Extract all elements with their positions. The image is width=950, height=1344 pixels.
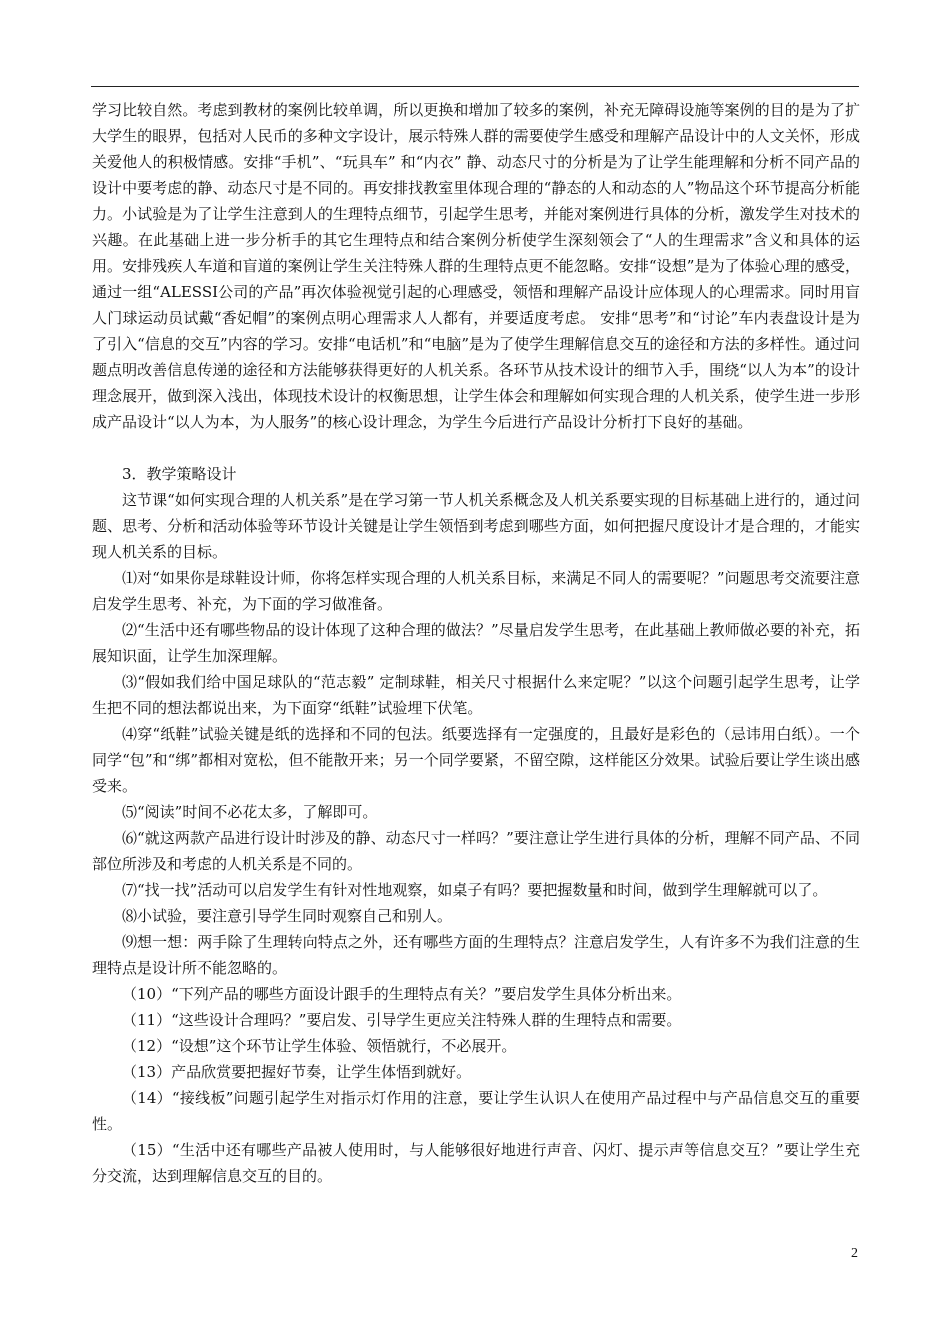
list-item: ⑴对“如果你是球鞋设计师，你将怎样实现合理的人机关系目标，来满足不同人的需要呢？”问题思考交流要注意启发学生思考、补充，为下面的学习做准备。 <box>92 569 860 613</box>
list-item: （10）“下列产品的哪些方面设计跟手的生理特点有关？”要启发学生具体分析出来。 <box>122 985 682 1003</box>
list-item: ⑵“生活中还有哪些物品的设计体现了这种合理的做法？”尽量启发学生思考，在此基础上教师做必要的补充，拓展知识面，让学生加深理解。 <box>92 621 860 665</box>
list-item: ⑹“就这两款产品进行设计时涉及的静、动态尺寸一样吗？”要注意让学生进行具体的分析，理解不同产品、不同部位所涉及和考虑的人机关系是不同的。 <box>92 829 860 873</box>
header-rule <box>91 86 859 87</box>
list-item: （14）“接线板”问题引起学生对指示灯作用的注意，要让学生认识人在使用产品过程中与产品信息交互的重要性。 <box>92 1089 860 1133</box>
page-number: 2 <box>851 1246 858 1261</box>
list-item: ⑶“假如我们给中国足球队的“范志毅” 定制球鞋，相关尺寸根据什么来定呢？”以这个问题引起学生思考，让学生把不同的想法都说出来，为下面穿“纸鞋”试验埋下伏笔。 <box>92 673 860 717</box>
page-body <box>92 97 860 1189</box>
section-heading: 3．教学策略设计 <box>122 465 237 483</box>
list-item: （11）“这些设计合理吗？”要启发、引导学生更应关注特殊人群的生理特点和需要。 <box>122 1011 682 1029</box>
list-item: ⑸“阅读”时间不必花太多，了解即可。 <box>122 803 378 821</box>
intro-paragraph: 学习比较自然。考虑到教材的案例比较单调，所以更换和增加了较多的案例，补充无障碍设施等案例的目的是为了扩大学生的眼界，包括对人民币的多种文字设计，展示特殊人群的需要使学生感受和理解产品设计中的人文关怀，形成关爱他人的积极情感。安排“手机”、“玩具车” 和“内衣” 静、动态尺寸的分析是为了让学生能理解和分析不同产品的设计中要考虑的静、动态尺寸是不同的。再安排找教室里体现合理的“静态的人和动态的人”物品这个环节提高分析能力。小试验是为了让学生注意到人的生理特点细节，引起学生思考，并能对案例进行具体的分析，激发学生对技术的兴趣。在此基础上进一步分析手的其它生理特点和结合案例分析使学生深刻领会了“人的生理需求”含义和具体的运用。安排残疾人车道和盲道的案例让学生关注特殊人群的生理特点更不能忽略。安排“设想”是为了体验心理的感受，通过一组“ALESSI公司的产品”再次体验视觉引起的心理感受，领悟和理解产品设计应体现人的心理需求。同时用盲人门球运动员试戴“香妃帽”的案例点明心理需求人人都有，并要适度考虑。 安排“思考”和“讨论”车内表盘设计是为了引入“信息的交互”内容的学习。安排“电话机”和“电脑”是为了使学生理解信息交互的途径和方法的多样性。通过问题点明改善信息传递的途径和方法能够获得更好的人机关系。各环节从技术设计的细节入手，围绕“以人为本”的设计理念展开，做到深入浅出，体现技术设计的权衡思想，让学生体会和理解如何实现合理的人机关系，使学生进一步形成产品设计“以人为本，为人服务”的核心设计理念，为学生今后进行产品设计分析打下良好的基础。 <box>92 101 860 431</box>
section-intro: 这节课“如何实现合理的人机关系”是在学习第一节人机关系概念及人机关系要实现的目标基础上进行的，通过问题、思考、分析和活动体验等环节设计关键是让学生领悟到考虑到哪些方面，如何把握尺度设计才是合理的，才能实现人机关系的目标。 <box>92 491 860 561</box>
list-item: （13）产品欣赏要把握好节奏，让学生体悟到就好。 <box>122 1063 472 1081</box>
list-item: ⑺“找一找”活动可以启发学生有针对性地观察，如桌子有吗？要把握数量和时间，做到学生理解就可以了。 <box>122 881 828 899</box>
list-item: （15）“生活中还有哪些产品被人使用时，与人能够很好地进行声音、闪灯、提示声等信息交互？”要让学生充分交流，达到理解信息交互的目的。 <box>92 1141 860 1185</box>
list-item: ⑻小试验，要注意引导学生同时观察自己和别人。 <box>122 907 453 925</box>
list-item: ⑼想一想：两手除了生理转向特点之外，还有哪些方面的生理特点？注意启发学生，人有许多不为我们注意的生理特点是设计所不能忽略的。 <box>92 933 860 977</box>
list-item: ⑷穿“纸鞋”试验关键是纸的选择和不同的包法。纸要选择有一定强度的，且最好是彩色的（忌讳用白纸）。一个同学“包”和“绑”都相对宽松，但不能散开来；另一个同学要紧，不留空隙，这样能区分效果。试验后要让学生谈出感受来。 <box>92 725 860 795</box>
list-item: （12）“设想”这个环节让学生体验、领悟就行，不必展开。 <box>122 1037 517 1055</box>
